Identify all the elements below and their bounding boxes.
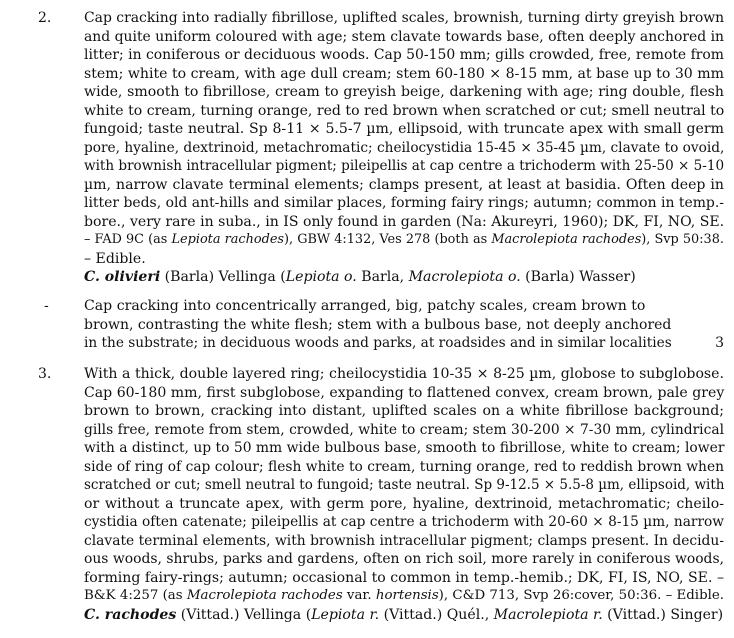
text-line: with a distinct, up to 50 mm wide bulbous base, smooth to fibrillose, white to cream; lower [84,440,725,456]
text-line: cystidia often catenate; pileipellis at cap centre a trichoderm with 20-60 × 8-15 µm, narrow [84,514,724,530]
taxon-line: C. olivieri (Barla) Vellinga (Lepiota o. Barla, Macrolepiota o. (Barla) Wasser) [84,269,636,285]
text-line: Cap cracking into radially fibrillose, uplifted scales, brownish, turning dirty greyish brown [84,10,725,26]
text-line: With a thick, double layered ring; cheilocystidia 10-35 × 8-25 µm, globose to subglobose. [84,366,724,382]
references-line: B&K 4:257 (as Macrolepiota rachodes var. hortensis), C&D 713, Svp 26:cover, 50:36. – Edible. [84,588,725,603]
text-line: litter beds, old ant-hills and similar places, forming fairy rings; autumn; common in temp.- [84,195,724,211]
entry-description [84,297,672,353]
text-line: bore., very rare in suba., in IS only found in garden (Na: Akureyri, 1960); DK, FI, NO, SE. [84,213,725,230]
text-line: fungoid; taste neutral. Sp 8-11 × 5.5-7 µm, ellipsoid, with truncate apex with small germ [84,121,724,137]
text-line: Cap cracking into concentrically arranged, big, patchy scales, cream brown to [84,298,646,314]
references-line: – FAD 9C (as Lepiota rachodes), GBW 4:132, Ves 278 (both as Macrolepiota rachodes), Svp 50:38. [84,232,724,247]
text-line: stem; white to cream, with age dull cream; stem 60-180 × 8-15 mm, at base up to 30 mm [84,65,724,82]
text-line: pore, hyaline, dextrinoid, metachromatic; cheilocystidia 15-45 × 35-45 µm, clavate to ovoid, [84,139,725,156]
text-line: or without a truncate apex, with germ pore, hyaline, dextrinoid, metachromatic; cheilo- [84,495,724,512]
text-line: brown to brown, cracking into distant, uplifted scales on a white fibrillose background; [84,403,724,419]
text-line: scratched or cut; smell neutral to fungoid; taste neutral. Sp 9-12.5 × 5.5-8 µm, ellipsoid, with [84,477,725,493]
entry-number: - [44,298,49,314]
goto-couplet: 3 [715,335,724,351]
text-line: brown, contrasting the white flesh; stem with a bulbous base, not deeply anchored [84,316,672,333]
text-line: side of ring of cap colour; flesh white to cream, turning orange, red to reddish brown when [84,458,724,475]
entry-number: 3. [38,366,52,382]
edibility-line: – Edible. [84,250,146,267]
entry-description [84,365,724,624]
text-line: in the substrate; in deciduous woods and parks, at roadsides and in similar localities [84,335,672,351]
text-line: gills free, remote from stem, crowded, white to cream; stem 30-200 × 7-30 mm, cylindrical [84,421,724,438]
text-line: ous woods, shrubs, parks and gardens, often on rich soil, more rarely in coniferous woods, [84,551,724,567]
text-line: µm, narrow clavate terminal elements; clamps present, at least at basidia. Often deep in [84,176,724,193]
text-line: clavate terminal elements, with brownish intracellular pigment; clamps present. In decidu- [84,532,724,549]
text-line: wide, smooth to fibrillose, cream to greyish beige, darkening with age; ring double, flesh [84,84,724,100]
text-line: litter; in coniferous or deciduous woods. Cap 50-150 mm; gills crowded, free, remote from [84,47,724,63]
text-line: white to cream, turning orange, red to red brown when scratched or cut; smell neutral to [84,102,725,119]
taxon-name: C. rachodes [84,606,177,623]
entry-description [84,9,724,287]
text-line: forming fairy-rings; autumn; occasional to common in temp.-hemib.; DK, FI, IS, NO, SE. – [84,569,724,586]
text-line: Cap 60-180 mm, first subglobose, expanding to flattened convex, cream brown, pale grey [84,384,725,401]
taxon-line: C. rachodes (Vittad.) Vellinga (Lepiota r. (Vittad.) Quél., Macrolepiota r. (Vittad.) Singer) [84,606,724,623]
entry-number: 2. [38,10,52,26]
text-line: with brownish intracellular pigment; pileipellis at cap centre a trichoderm with 25-50 × 5-10 [84,158,725,174]
taxon-name: C. olivieri [84,269,161,285]
text-line: and quite uniform coloured with age; stem clavate towards base, often deeply anchored in [84,28,724,45]
